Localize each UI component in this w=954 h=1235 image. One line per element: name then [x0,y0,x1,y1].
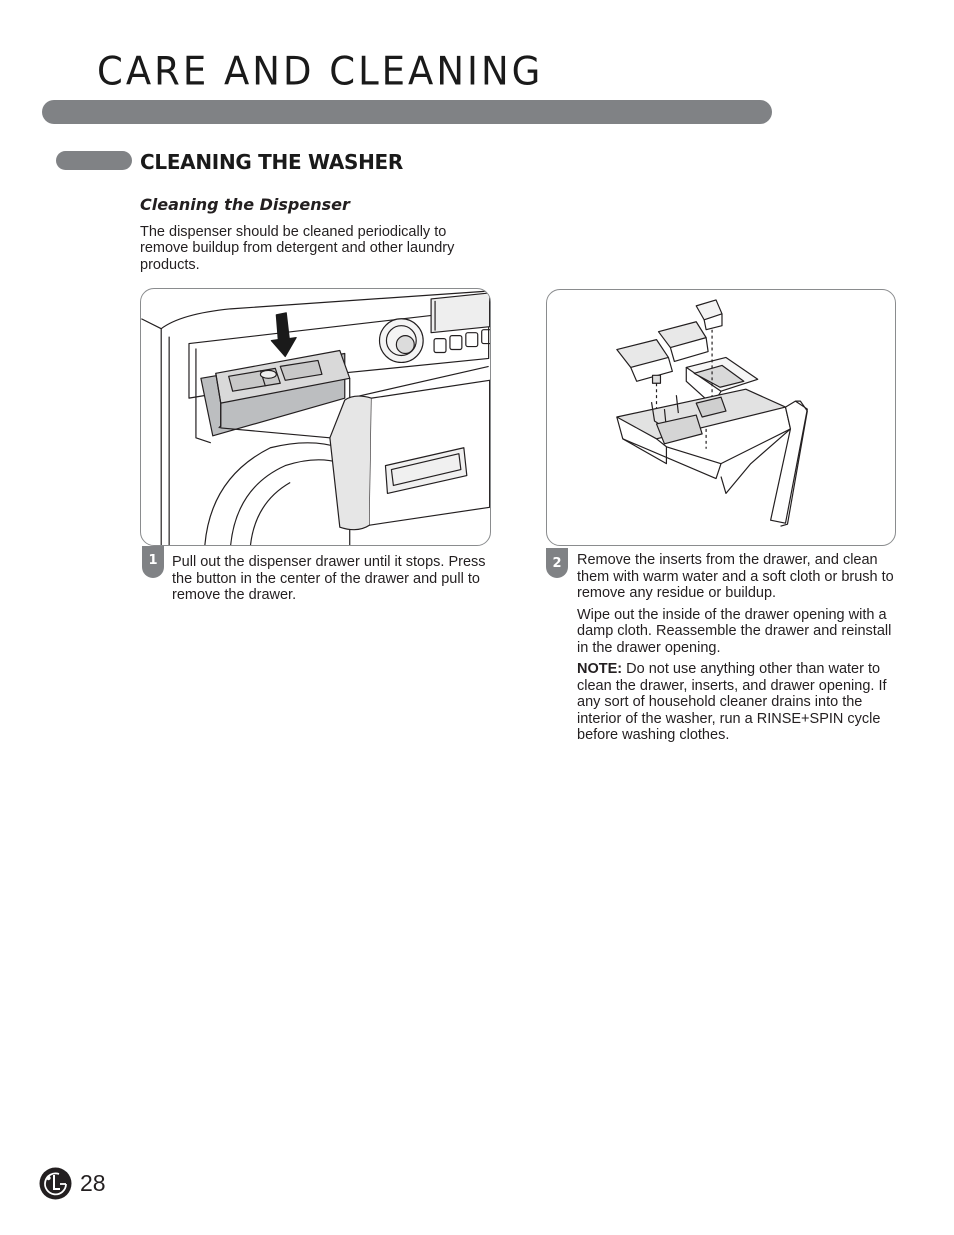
step-2-paragraph-1: Remove the inserts from the drawer, and clean them with warm water and a soft cloth or brush to remove any residue or buildup. [577,552,894,601]
page-number: 28 [80,1170,106,1196]
washer-drawer-illustration [141,289,490,545]
drawer-inserts-exploded-illustration [547,290,895,545]
lg-logo-icon [39,1167,72,1200]
step-2-badge: 2 [546,548,568,578]
note-label: NOTE: [577,661,623,677]
step-2-paragraph-2: Wipe out the inside of the drawer opening with a damp cloth. Reassemble the drawer and reinstall in the drawer opening. [577,606,892,656]
intro-paragraph: The dispenser should be cleaned periodically to remove buildup from detergent and other laundry products. [140,224,455,273]
step-1-text: Pull out the dispenser drawer until it stops. Press the button in the center of the drawer and pull to remove the drawer. [172,554,486,603]
section-marker-pill [56,151,132,170]
step-2-note [577,661,899,744]
step-2-text [577,552,899,749]
section-heading: CLEANING THE WASHER [140,150,404,174]
figure-remove-inserts [546,289,896,546]
chapter-title: CARE AND CLEANING [97,48,544,95]
subsection-heading: Cleaning the Dispenser [140,195,350,214]
note-text: Do not use anything other than water to clean the drawer, inserts, and drawer opening. If any sort of household cleaner drains into the interior of the washer, run a RINSE+SPIN cycle before washing clothes. [577,661,887,743]
figure-pull-out-drawer [140,288,491,546]
step-1-badge: 1 [142,546,164,578]
chapter-header-bar [42,100,772,124]
